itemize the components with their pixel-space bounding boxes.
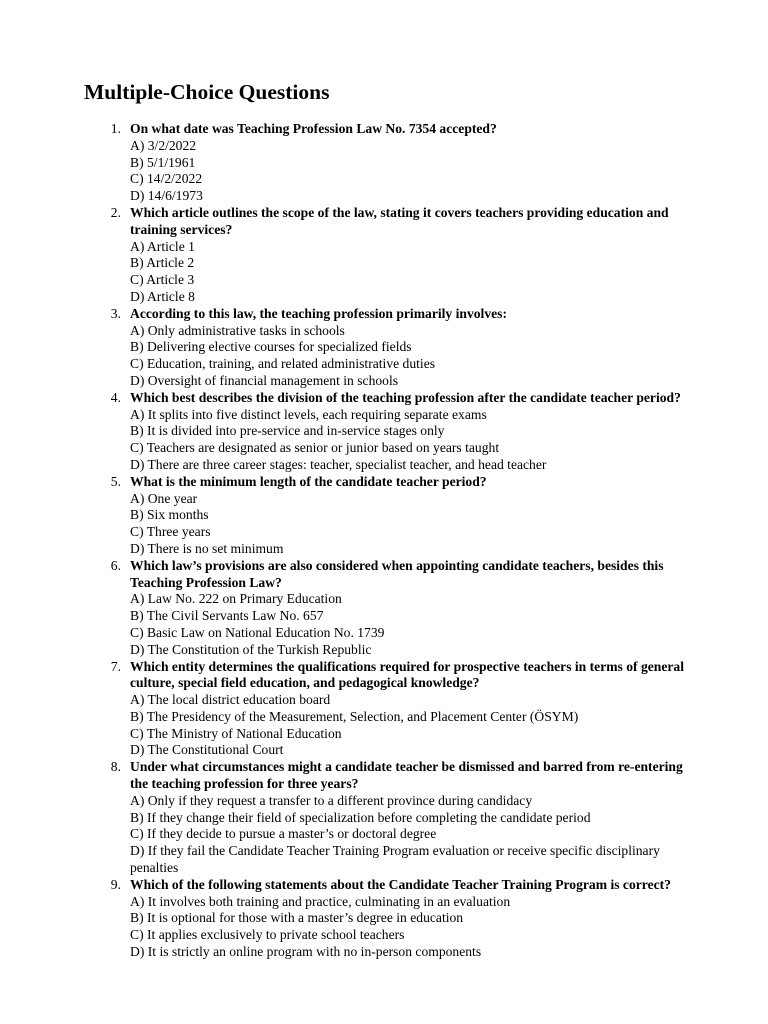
option-list <box>130 323 694 390</box>
option-c: C) Basic Law on National Education No. 1739 <box>130 624 385 640</box>
option-d: D) The Constitution of the Turkish Republic <box>130 641 372 657</box>
option-d: D) If they fail the Candidate Teacher Training Program evaluation or receive specific disciplinary penalties <box>130 843 660 876</box>
option-b: B) Six months <box>130 507 209 523</box>
question-number: 8. <box>110 759 121 775</box>
option-d: D) Article 8 <box>130 288 195 304</box>
question-text: Which entity determines the qualifications required for prospective teachers in terms of general culture, special field education, and pedagogical knowledge? <box>130 658 684 691</box>
question-number: 9. <box>110 876 121 892</box>
option-c: C) 14/2/2022 <box>130 171 203 187</box>
question-number: 4. <box>110 389 121 405</box>
option-c: C) Teachers are designated as senior or junior based on years taught <box>130 440 500 456</box>
option-a: A) Article 1 <box>130 238 195 254</box>
document-page <box>84 78 694 961</box>
option-a: A) It involves both training and practice, culminating in an evaluation <box>130 893 511 909</box>
option-a: A) Only administrative tasks in schools <box>130 322 345 338</box>
question-list <box>84 121 694 961</box>
option-c: C) It applies exclusively to private school teachers <box>130 927 405 943</box>
option-c: C) Education, training, and related administrative duties <box>130 356 436 372</box>
option-list <box>130 491 694 558</box>
option-list <box>130 239 694 306</box>
page-title: Multiple-Choice Questions <box>84 80 330 104</box>
question-text: Which article outlines the scope of the law, stating it covers teachers providing education and training services? <box>130 204 669 237</box>
question-item <box>84 558 694 659</box>
question-number: 6. <box>110 557 121 573</box>
question-item <box>84 390 694 474</box>
option-b: B) 5/1/1961 <box>130 154 196 170</box>
option-b: B) The Presidency of the Measurement, Selection, and Placement Center (ÖSYM) <box>130 708 579 724</box>
option-d: D) It is strictly an online program with no in-person components <box>130 944 482 960</box>
option-d: D) Oversight of financial management in schools <box>130 372 399 388</box>
question-number: 7. <box>110 658 121 674</box>
question-number: 3. <box>110 305 121 321</box>
question-item <box>84 474 694 558</box>
option-b: B) It is divided into pre-service and in-service stages only <box>130 423 445 439</box>
option-list <box>130 138 694 205</box>
option-list <box>130 793 694 877</box>
option-d: D) There is no set minimum <box>130 540 284 556</box>
option-a: A) One year <box>130 490 198 506</box>
question-number: 2. <box>110 204 121 220</box>
question-text: Which best describes the division of the teaching profession after the candidate teacher period? <box>130 389 681 405</box>
option-c: C) Article 3 <box>130 272 195 288</box>
question-item <box>84 759 694 877</box>
question-text: What is the minimum length of the candidate teacher period? <box>130 473 487 489</box>
option-a: A) 3/2/2022 <box>130 137 197 153</box>
option-a: A) The local district education board <box>130 692 331 708</box>
question-number: 1. <box>110 121 121 136</box>
question-text: Which law’s provisions are also considered when appointing candidate teachers, besides this Teaching Profession Law? <box>130 557 664 590</box>
question-text: Under what circumstances might a candidate teacher be dismissed and barred from re-entering the teaching profession for three years? <box>130 759 683 792</box>
option-a: A) It splits into five distinct levels, each requiring separate exams <box>130 406 487 422</box>
option-b: B) It is optional for those with a master’s degree in education <box>130 910 464 926</box>
question-text: According to this law, the teaching profession primarily involves: <box>130 305 507 321</box>
option-c: C) If they decide to pursue a master’s or doctoral degree <box>130 826 437 842</box>
option-d: D) 14/6/1973 <box>130 188 203 204</box>
option-c: C) Three years <box>130 524 211 540</box>
option-b: B) Delivering elective courses for specialized fields <box>130 339 412 355</box>
question-item <box>84 205 694 306</box>
option-list <box>130 894 694 961</box>
option-c: C) The Ministry of National Education <box>130 725 342 741</box>
question-item <box>84 306 694 390</box>
option-b: B) The Civil Servants Law No. 657 <box>130 608 324 624</box>
question-number: 5. <box>110 473 121 489</box>
option-b: B) If they change their field of specialization before completing the candidate period <box>130 809 591 825</box>
option-d: D) There are three career stages: teacher, specialist teacher, and head teacher <box>130 456 547 472</box>
option-list <box>130 591 694 658</box>
question-text: On what date was Teaching Profession Law No. 7354 accepted? <box>130 121 497 136</box>
option-list <box>130 407 694 474</box>
option-d: D) The Constitutional Court <box>130 742 284 758</box>
option-list <box>130 692 694 759</box>
question-item <box>84 659 694 760</box>
question-item <box>84 877 694 961</box>
question-item <box>84 121 694 205</box>
question-text: Which of the following statements about the Candidate Teacher Training Program is correct? <box>130 876 671 892</box>
option-b: B) Article 2 <box>130 255 195 271</box>
option-a: A) Law No. 222 on Primary Education <box>130 591 342 607</box>
option-a: A) Only if they request a transfer to a different province during candidacy <box>130 792 533 808</box>
